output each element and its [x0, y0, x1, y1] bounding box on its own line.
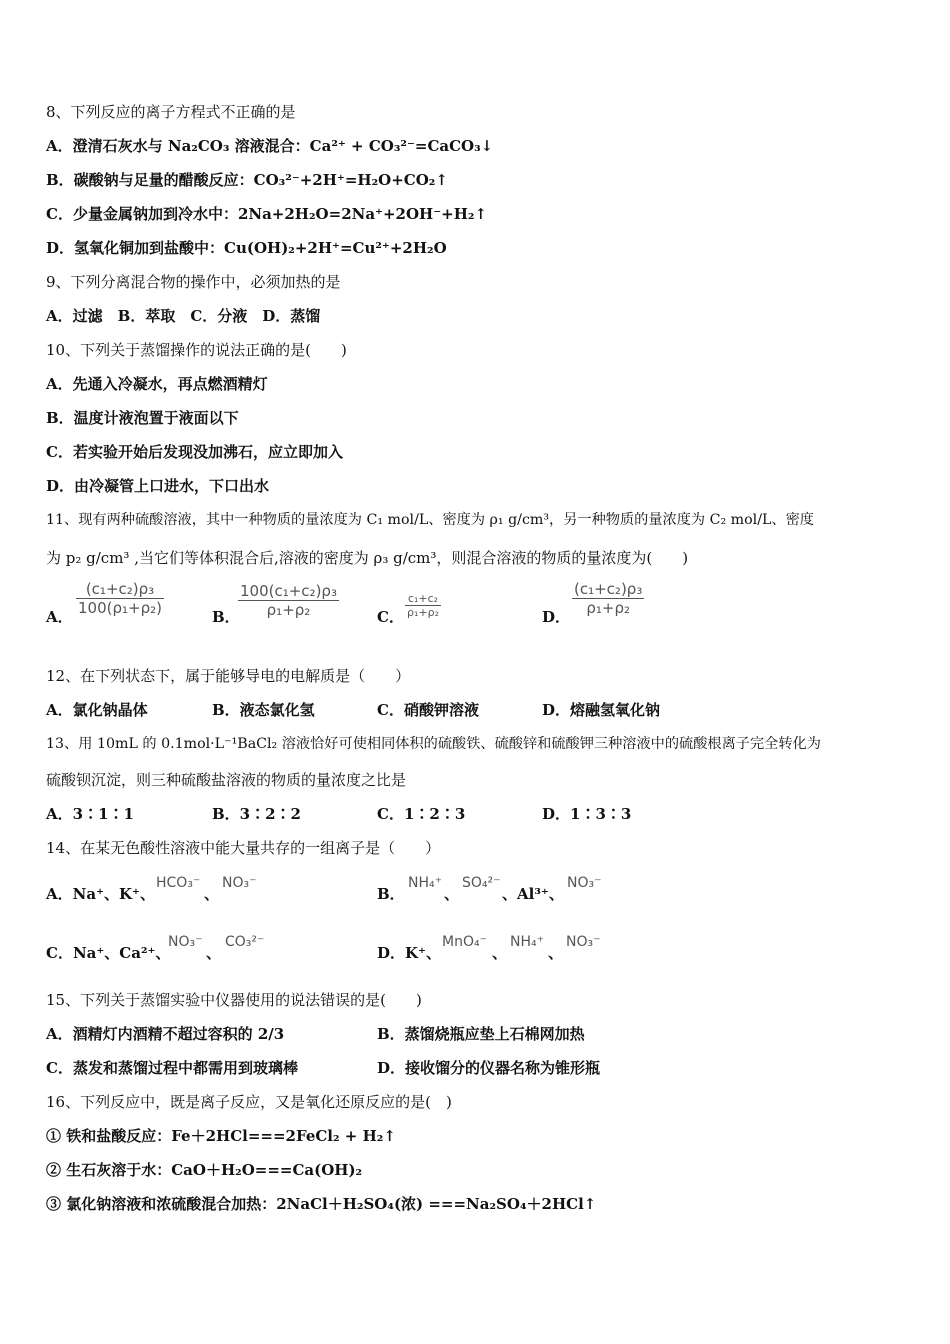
q14-b-separator-2: 、Al³⁺、 [502, 885, 564, 903]
q11-option-a-label: A． [46, 608, 73, 626]
q14-b-ion-no3: NO₃⁻ [567, 875, 602, 891]
q15-option-b: B．蒸馏烧瓶应垫上石棉网加热 [377, 1025, 585, 1043]
q15-option-a: A．酒精灯内酒精不超过容积的 2/3 [46, 1025, 285, 1043]
q14-c-ion-co3: CO₃²⁻ [225, 934, 265, 950]
q8-option-b: B．碳酸钠与足量的醋酸反应：CO₃²⁻+2H⁺=H₂O+CO₂↑ [46, 171, 448, 189]
q14-a-ion-no3: NO₃⁻ [222, 875, 257, 891]
q11-d-denominator: ρ₁+ρ₂ [586, 599, 630, 617]
q14-option-a-text: A．Na⁺、K⁺、 [46, 885, 155, 903]
q11-option-b-label: B． [212, 608, 240, 626]
q14-b-ion-nh4: NH₄⁺ [408, 875, 443, 891]
q9-options: A．过滤 B．萃取 C．分液 D．蒸馏 [46, 307, 321, 325]
q11-option-b-fraction [238, 582, 339, 619]
q11-option-c-label: C． [377, 608, 404, 626]
q14-d-ion-nh4: NH₄⁺ [510, 934, 545, 950]
q16-reaction-2: ② 生石灰溶于水：CaO＋H₂O===Ca(OH)₂ [46, 1161, 363, 1179]
q10-option-a: A．先通入冷凝水，再点燃酒精灯 [46, 375, 268, 393]
q16-stem: 16、下列反应中，既是离子反应，又是氧化还原反应的是( ) [46, 1093, 452, 1111]
q11-option-d-fraction [572, 580, 644, 617]
q13-stem-line2: 硫酸钡沉淀，则三种硫酸盐溶液的物质的量浓度之比是 [46, 771, 407, 789]
q11-stem-line2: 为 p₂ g/cm³ ,当它们等体积混合后,溶液的密度为 ρ₃ g/cm³，则混合溶液的物质的量浓度为( ) [46, 549, 689, 567]
q14-d-ion-mno4: MnO₄⁻ [442, 934, 487, 950]
q14-d-ion-no3: NO₃⁻ [566, 934, 601, 950]
q14-option-c-text: C．Na⁺、Ca²⁺、 [46, 944, 171, 962]
q8-stem: 8、下列反应的离子方程式不正确的是 [46, 103, 296, 121]
q15-option-d: D．接收馏分的仪器名称为锥形瓶 [377, 1059, 601, 1077]
q8-option-a: A．澄清石灰水与 Na₂CO₃ 溶液混合：Ca²⁺ + CO₃²⁻=CaCO₃↓ [46, 137, 494, 155]
q16-reaction-3: ③ 氯化钠溶液和浓硫酸混合加热：2NaCl＋H₂SO₄(浓) ===Na₂SO₄＋2HCl↑ [46, 1195, 597, 1213]
q14-a-separator: 、 [204, 885, 220, 903]
q12-option-d: D．熔融氢氧化钠 [542, 701, 661, 719]
q11-c-denominator: ρ₁+ρ₂ [407, 606, 440, 619]
q13-option-c: C．1∶2∶3 [377, 805, 466, 823]
q13-option-a: A．3∶1∶1 [46, 805, 134, 823]
q12-option-a: A．氯化钠晶体 [46, 701, 148, 719]
q15-stem: 15、下列关于蒸馏实验中仪器使用的说法错误的是( ) [46, 991, 422, 1009]
q14-c-separator: 、 [206, 944, 222, 962]
q13-option-b: B．3∶2∶2 [212, 805, 301, 823]
q10-option-b: B．温度计液泡置于液面以下 [46, 409, 239, 427]
q13-stem-line1: 13、用 10mL 的 0.1mol·L⁻¹BaCl₂ 溶液恰好可使相同体积的硫酸铁、硫酸锌和硫酸钾三种溶液中的硫酸根离子完全转化为 [46, 736, 821, 752]
q10-option-d: D．由冷凝管上口进水，下口出水 [46, 477, 270, 495]
q14-b-separator-1: 、 [444, 885, 460, 903]
q11-option-c-fraction [405, 592, 441, 619]
q14-c-ion-no3: NO₃⁻ [168, 934, 203, 950]
q11-stem-line1: 11、现有两种硫酸溶液，其中一种物质的量浓度为 C₁ mol/L、密度为 ρ₁ g/cm³，另一种物质的量浓度为 C₂ mol/L、密度 [46, 512, 814, 528]
q8-option-c: C．少量金属钠加到冷水中：2Na+2H₂O=2Na⁺+2OH⁻+H₂↑ [46, 205, 488, 223]
q10-option-c: C．若实验开始后发现没加沸石，应立即加入 [46, 443, 343, 461]
q11-d-numerator: (c₁+c₂)ρ₃ [574, 580, 643, 598]
q14-option-b-text: B． [377, 885, 405, 903]
q10-stem: 10、下列关于蒸馏操作的说法正确的是( ) [46, 341, 347, 359]
q11-option-a-fraction [76, 580, 164, 617]
q11-b-denominator: ρ₁+ρ₂ [266, 601, 311, 619]
q11-b-numerator: 100(c₁+c₂)ρ₃ [240, 582, 337, 600]
q15-option-c: C．蒸发和蒸馏过程中都需用到玻璃棒 [46, 1059, 298, 1077]
q12-option-b: B．液态氯化氢 [212, 701, 315, 719]
q12-stem: 12、在下列状态下，属于能够导电的电解质是（ ） [46, 667, 411, 685]
q9-stem: 9、下列分离混合物的操作中，必须加热的是 [46, 273, 341, 291]
q11-a-numerator: (c₁+c₂)ρ₃ [76, 580, 164, 599]
q14-option-d-text: D．K⁺、 [377, 944, 441, 962]
q11-option-d-label: D． [542, 608, 571, 626]
q14-b-ion-so4: SO₄²⁻ [462, 875, 501, 891]
q11-c-numerator: c₁+c₂ [405, 592, 441, 606]
q14-d-separator-1: 、 [492, 944, 508, 962]
q14-stem: 14、在某无色酸性溶液中能大量共存的一组离子是（ ） [46, 839, 441, 857]
q14-a-ion-hco3: HCO₃⁻ [156, 875, 201, 891]
q14-d-separator-2: 、 [548, 944, 564, 962]
q12-option-c: C．硝酸钾溶液 [377, 701, 479, 719]
q8-option-d: D．氢氧化铜加到盐酸中：Cu(OH)₂+2H⁺=Cu²⁺+2H₂O [46, 239, 447, 257]
q16-reaction-1: ① 铁和盐酸反应：Fe＋2HCl===2FeCl₂ + H₂↑ [46, 1127, 396, 1145]
q11-a-denominator: 100(ρ₁+ρ₂) [78, 599, 162, 617]
q13-option-d: D．1∶3∶3 [542, 805, 632, 823]
